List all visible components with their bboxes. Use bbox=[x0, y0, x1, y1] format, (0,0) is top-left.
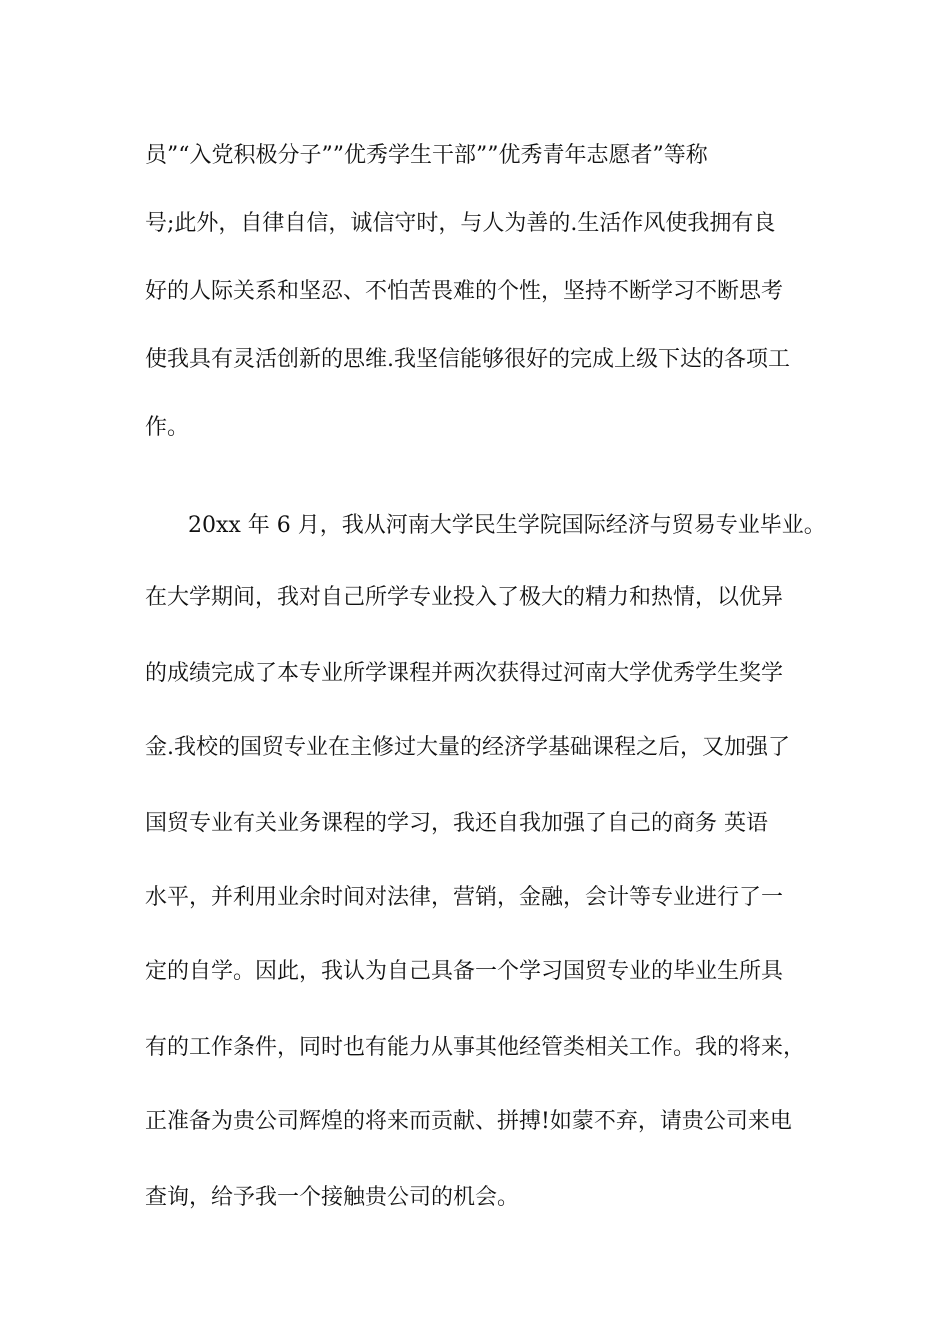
text-line: 作。 bbox=[145, 415, 190, 440]
text-line: 员”“入党积极分子””优秀学生干部””优秀青年志愿者”等称 bbox=[145, 143, 708, 168]
text-line: 有的工作条件，同时也有能力从事其他经管类相关工作。我的将来， bbox=[145, 1035, 806, 1060]
text-line: 金.我校的国贸专业在主修过大量的经济学基础课程之后，又加强了 bbox=[145, 735, 790, 760]
text-line: 好的人际关系和坚忍、不怕苦畏难的个性，坚持不断学习不断思考 bbox=[145, 279, 784, 304]
text-line: 查询，给予我一个接触贵公司的机会。 bbox=[145, 1185, 520, 1210]
text-line: 水平，并利用业余时间对法律，营销，金融，会计等专业进行了一 bbox=[145, 885, 784, 910]
text-line: 使我具有灵活创新的思维.我坚信能够很好的完成上级下达的各项工 bbox=[145, 347, 790, 372]
paragraph-first-line: 20xx 年 6 月，我从河南大学民生学院国际经济与贸易专业毕业。 bbox=[188, 513, 826, 538]
text-line: 定的自学。因此，我认为自己具备一个学习国贸专业的毕业生所具 bbox=[145, 959, 784, 984]
text-line: 在大学期间，我对自己所学专业投入了极大的精力和热情，以优异 bbox=[145, 585, 784, 610]
text-line: 正准备为贵公司辉煌的将来而贡献、拼搏!如蒙不弃，请贵公司来电 bbox=[145, 1109, 792, 1134]
text-line: 号;此外，自律自信，诚信守时，与人为善的.生活作风使我拥有良 bbox=[145, 211, 776, 236]
text-line: 的成绩完成了本专业所学课程并两次获得过河南大学优秀学生奖学 bbox=[145, 661, 784, 686]
text-line: 国贸专业有关业务课程的学习，我还自我加强了自己的商务 英语 bbox=[145, 811, 768, 836]
